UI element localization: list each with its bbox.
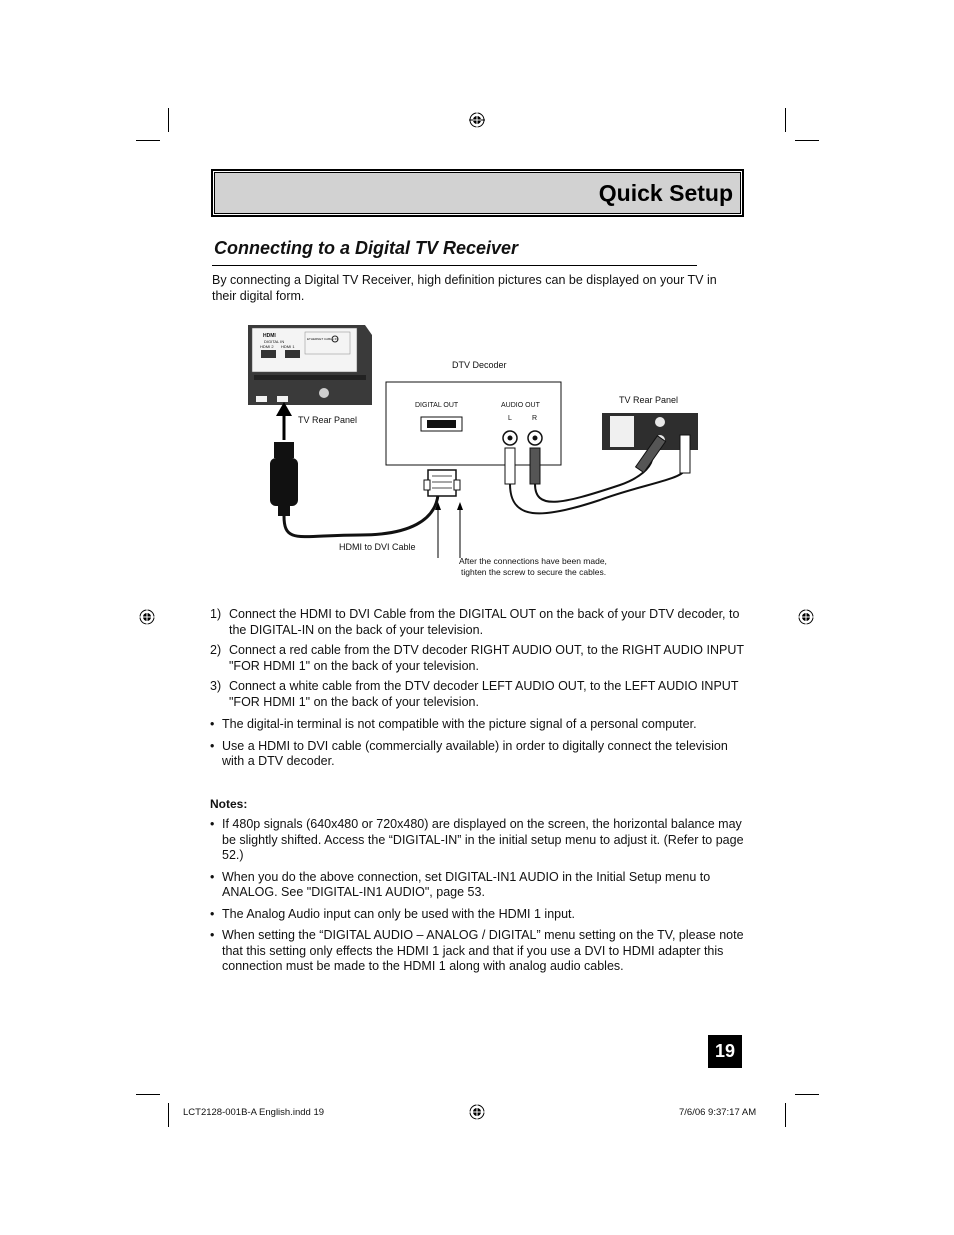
tv-rear-panel-label-left: TV Rear Panel — [298, 415, 358, 425]
screw-note-line1: After the connections have been made, — [459, 556, 607, 566]
screw-note-line2: tighten the screw to secure the cables. — [461, 567, 607, 577]
bullet-dot: • — [210, 817, 215, 831]
note-item — [210, 870, 750, 901]
step-item — [210, 643, 750, 674]
digital-in-text: DIGITAL IN — [264, 339, 285, 344]
bullet-dot: • — [210, 928, 215, 942]
dtv-decoder-label: DTV Decoder — [452, 360, 507, 370]
crop-mark — [136, 1094, 160, 1095]
bullet-dot: • — [210, 869, 215, 884]
crop-mark — [795, 140, 819, 141]
section-title: Connecting to a Digital TV Receiver — [214, 238, 519, 258]
step-text: Connect a red cable from the DTV decoder RIGHT AUDIO OUT, to the RIGHT AUDIO INPUT "FOR HDMI 1" on the back of your television. — [229, 643, 744, 673]
page-number: 19 — [708, 1035, 742, 1068]
instructions — [210, 607, 750, 776]
registration-mark-icon — [139, 609, 155, 625]
digital-out-label: DIGITAL OUT — [415, 402, 459, 409]
bullet-item — [210, 717, 750, 733]
crop-mark — [168, 1103, 169, 1127]
registration-mark-icon — [469, 1104, 485, 1120]
page-title: Quick Setup — [598, 180, 733, 206]
tv-rear-panel-label-right: TV Rear Panel — [619, 395, 679, 405]
audio-left-label: L — [508, 415, 512, 422]
hdmi-plug-icon — [270, 442, 298, 516]
dvi-plug-icon — [424, 470, 460, 496]
footer-filename: LCT2128-001B-A English.indd 19 — [183, 1107, 325, 1118]
header-box — [211, 169, 744, 217]
bullet-dot: • — [210, 717, 215, 731]
bullet-dot: • — [210, 738, 215, 753]
step-number: 2) — [210, 643, 222, 657]
note-item — [210, 928, 750, 975]
step-text: Connect a white cable from the DTV decoder LEFT AUDIO OUT, to the LEFT AUDIO INPUT "FOR HDMI 1" on the back of your television. — [229, 679, 739, 709]
intro-paragraph: By connecting a Digital TV Receiver, high definition pictures can be displayed on your TV in their digital form. — [212, 273, 717, 303]
hdmi-to-dvi-cable-label: HDMI to DVI Cable — [339, 542, 416, 552]
section-rule — [212, 265, 697, 266]
bullet-item — [210, 739, 750, 770]
footer-timestamp: 7/6/06 9:37:17 AM — [679, 1107, 757, 1118]
crop-mark — [795, 1094, 819, 1095]
crop-mark — [136, 140, 160, 141]
crop-mark — [785, 108, 786, 132]
crop-mark — [785, 1103, 786, 1127]
step-number: 1) — [210, 607, 222, 621]
tv-rear-panel-left — [248, 325, 372, 425]
registration-mark-icon — [798, 609, 814, 625]
note-text: The Analog Audio input can only be used with the HDMI 1 input. — [222, 906, 576, 921]
bullet-text: Use a HDMI to DVI cable (commercially available) in order to digitally connect the television with a DTV decoder. — [222, 738, 728, 768]
bullet-dot: • — [210, 906, 215, 921]
step-text: Connect the HDMI to DVI Cable from the DIGITAL OUT on the back of your DTV decoder, to the DIGITAL-IN on the back of your television. — [229, 607, 740, 637]
note-text: When setting the “DIGITAL AUDIO – ANALOG / DIGITAL” menu setting on the TV, please note that this setting only effects the HDMI 1 jack and that if you use a DVI to HDMI adapter this connection must be made to the HDMI 1 along with analog audio cables. — [222, 928, 744, 973]
step-number: 3) — [210, 679, 222, 693]
note-text: When you do the above connection, set DIGITAL-IN1 AUDIO in the Initial Setup menu to ANALOG. See "DIGITAL-IN1 AUDIO", page 53. — [222, 869, 711, 899]
connection-diagram — [240, 320, 720, 585]
registration-mark-icon — [469, 112, 485, 128]
step-item — [210, 607, 750, 638]
crop-mark — [168, 108, 169, 132]
notes-title: Notes: — [210, 797, 248, 811]
hdmi-logo-text: HDMI — [263, 333, 276, 339]
note-item — [210, 817, 750, 864]
step-item — [210, 679, 750, 710]
hdmi2-text: HDMI 2 — [260, 344, 274, 349]
hdmi1-text: HDMI 1 — [281, 344, 295, 349]
note-text: If 480p signals (640x480 or 720x480) are displayed on the screen, the horizontal balance may be slightly shifted. Access the “DIGITAL-IN” in the initial setup menu to adjust it. (Refer to page 52.) — [222, 817, 744, 862]
notes-list — [210, 817, 750, 981]
audio-right-label: R — [532, 415, 538, 422]
audio-out-label: AUDIO OUT — [501, 402, 540, 409]
bullet-text: The digital-in terminal is not compatible with the picture signal of a personal computer. — [222, 717, 697, 731]
note-item — [210, 907, 750, 923]
cable-in-text: ETHERNET CABLE IN — [307, 337, 338, 341]
